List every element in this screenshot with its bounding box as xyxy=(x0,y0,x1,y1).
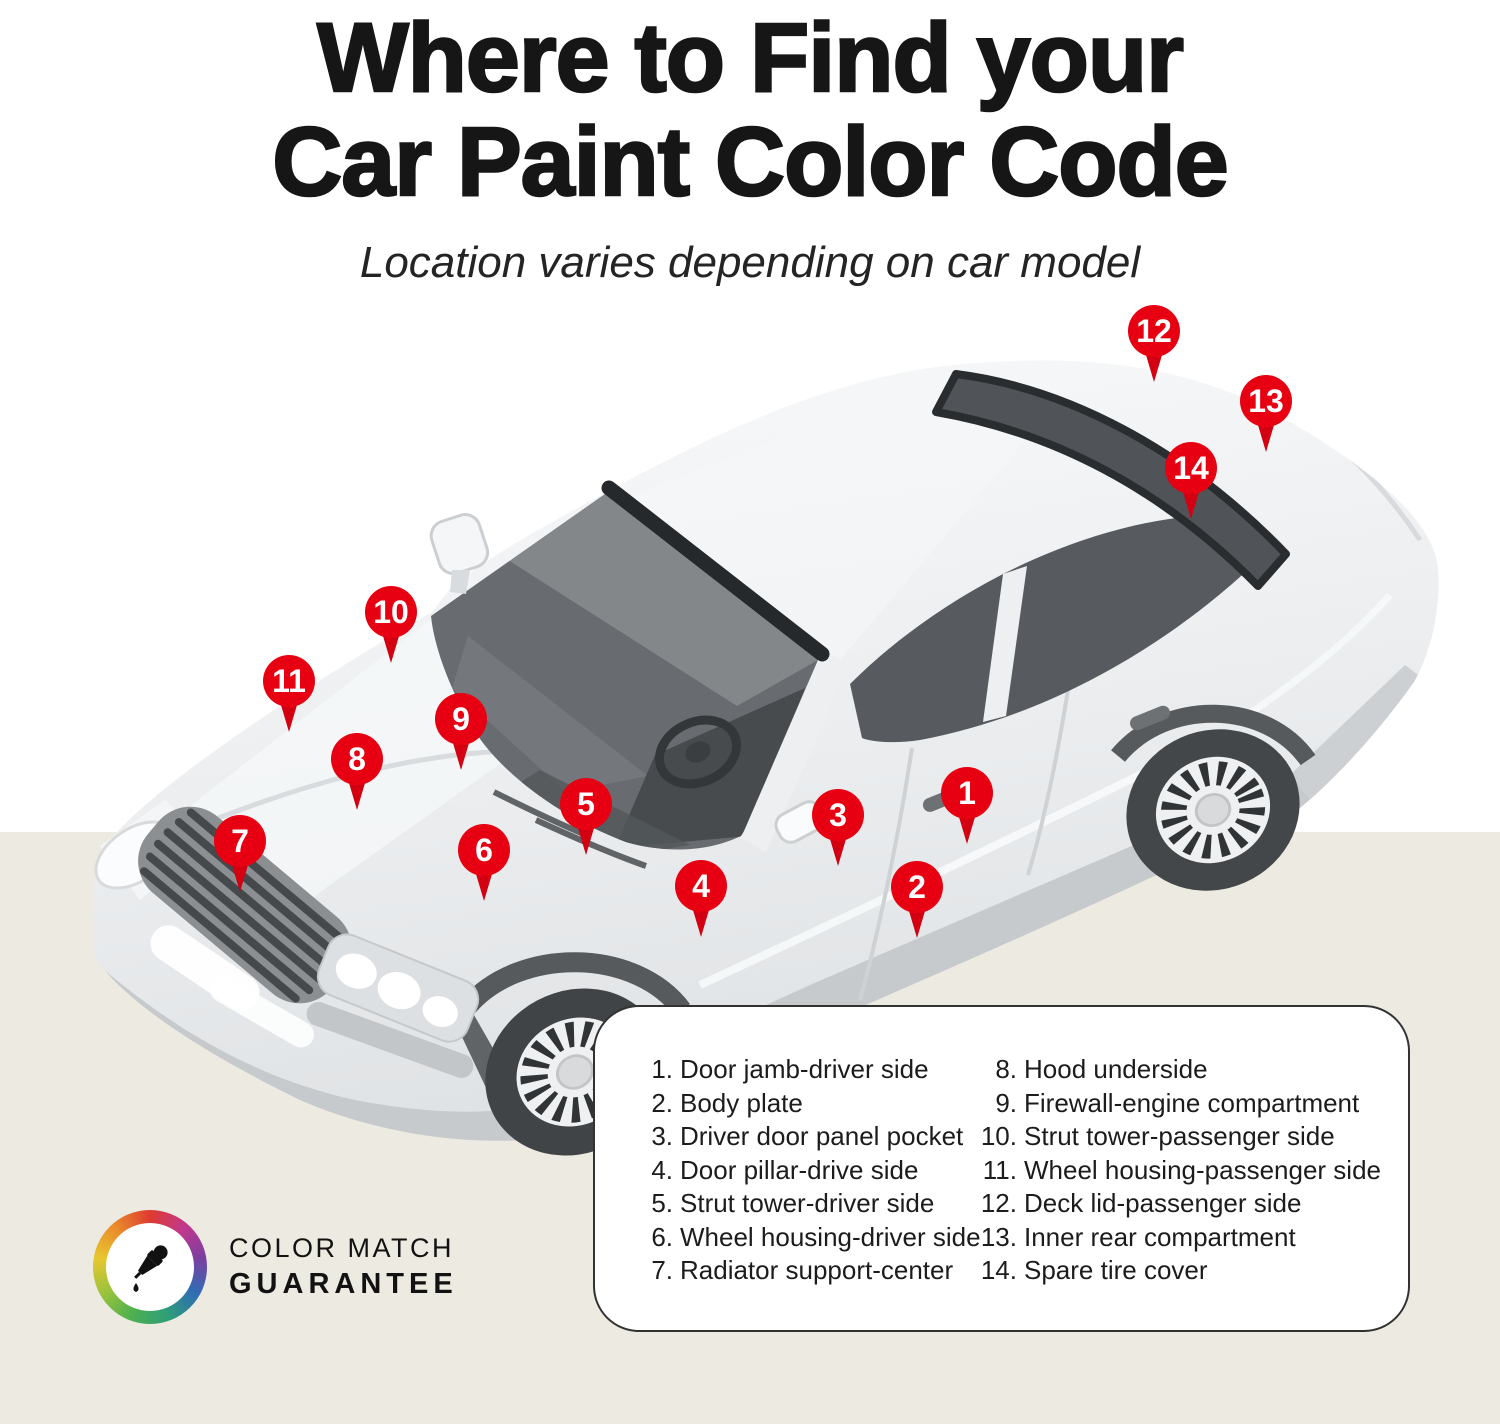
legend-item-label: Inner rear compartment xyxy=(1024,1221,1296,1252)
pin-number: 10 xyxy=(373,593,409,630)
legend-item-9 xyxy=(977,1087,1381,1121)
legend-item-4 xyxy=(647,1154,977,1188)
legend-item-label: Hood underside xyxy=(1024,1054,1208,1084)
location-pin-10 xyxy=(362,585,420,665)
legend-item-label: Spare tire cover xyxy=(1024,1255,1208,1285)
badge-line1: COLOR MATCH xyxy=(229,1233,455,1263)
pin-number: 1 xyxy=(958,774,976,811)
pin-number: 5 xyxy=(577,785,595,822)
pin-number: 2 xyxy=(908,868,926,905)
legend-item-label: Wheel housing-driver side xyxy=(680,1221,981,1252)
pin-number: 13 xyxy=(1248,382,1284,419)
location-pin-5 xyxy=(557,777,615,857)
legend-item-1 xyxy=(647,1053,977,1087)
legend-column xyxy=(647,1053,981,1330)
pin-number: 12 xyxy=(1136,312,1172,349)
location-pin-14 xyxy=(1162,441,1220,521)
location-pin-11 xyxy=(260,654,318,734)
pin-number: 8 xyxy=(348,740,366,777)
legend-item-3 xyxy=(647,1120,977,1154)
location-pin-1 xyxy=(938,766,996,846)
legend-item-number: 10. xyxy=(980,1121,1017,1151)
legend-item-number: 9. xyxy=(995,1087,1017,1118)
legend-item-number: 14. xyxy=(980,1255,1017,1285)
legend-item-number: 2. xyxy=(651,1087,673,1118)
location-pin-8 xyxy=(328,732,386,812)
location-pin-2 xyxy=(888,860,946,940)
page-subtitle: Location varies depending on car model xyxy=(359,238,1141,287)
color-wheel-ring xyxy=(93,1210,207,1324)
legend-item-label: Door pillar-drive side xyxy=(680,1154,919,1185)
pin-number: 11 xyxy=(272,662,306,699)
legend-item-11 xyxy=(977,1154,1381,1188)
pin-number: 14 xyxy=(1173,449,1209,486)
legend-item-10 xyxy=(977,1120,1381,1154)
legend-item-14 xyxy=(977,1254,1381,1288)
legend-item-13 xyxy=(977,1221,1381,1255)
color-wheel-center xyxy=(106,1223,194,1311)
page-title-line1: Where to Find your xyxy=(317,3,1183,112)
legend-item-label: Firewall-engine compartment xyxy=(1024,1087,1360,1118)
legend-item-number: 8. xyxy=(995,1054,1017,1084)
legend-item-label: Door jamb-driver side xyxy=(680,1054,929,1084)
location-pin-4 xyxy=(672,859,730,939)
legend-item-8 xyxy=(977,1053,1381,1087)
legend-item-label: Body plate xyxy=(680,1087,803,1118)
legend-item-number: 6. xyxy=(651,1221,673,1252)
pin-number: 7 xyxy=(231,822,249,859)
legend-item-label: Strut tower-passenger side xyxy=(1024,1121,1335,1151)
pin-number: 6 xyxy=(475,831,493,868)
eyedropper-icon xyxy=(122,1239,178,1295)
legend-item-number: 3. xyxy=(651,1121,673,1151)
legend-item-6 xyxy=(647,1221,981,1255)
legend-item-number: 4. xyxy=(651,1154,673,1185)
legend-item-7 xyxy=(647,1254,977,1288)
color-match-badge xyxy=(93,1210,458,1324)
legend-item-5 xyxy=(647,1187,977,1221)
legend-item-number: 1. xyxy=(651,1054,673,1084)
legend-item-label: Deck lid-passenger side xyxy=(1024,1188,1302,1218)
location-pin-6 xyxy=(455,823,513,903)
legend-item-12 xyxy=(977,1187,1381,1221)
legend-item-number: 11. xyxy=(982,1154,1017,1185)
location-pin-3 xyxy=(809,788,867,868)
legend-item-label: Driver door panel pocket xyxy=(680,1121,964,1151)
legend-column xyxy=(977,1053,1381,1330)
legend-box xyxy=(593,1005,1410,1332)
header xyxy=(0,3,1500,288)
badge-text xyxy=(229,1233,458,1301)
badge-line2: GUARANTEE xyxy=(229,1268,458,1300)
pin-number: 9 xyxy=(452,700,470,737)
pin-number: 3 xyxy=(829,796,847,833)
legend-item-2 xyxy=(647,1087,977,1121)
location-pin-13 xyxy=(1237,374,1295,454)
page-title xyxy=(0,3,1500,216)
legend-item-label: Radiator support-center xyxy=(680,1255,954,1285)
location-pin-7 xyxy=(211,814,269,894)
legend-item-number: 12. xyxy=(980,1188,1017,1218)
legend-item-label: Wheel housing-passenger side xyxy=(1024,1154,1381,1185)
location-pin-12 xyxy=(1125,304,1183,384)
legend-item-number: 13. xyxy=(980,1221,1017,1252)
location-pin-9 xyxy=(432,692,490,772)
legend-item-number: 7. xyxy=(651,1255,673,1285)
legend-item-label: Strut tower-driver side xyxy=(680,1188,935,1218)
page-title-line2: Car Paint Color Code xyxy=(272,107,1228,216)
legend-item-number: 5. xyxy=(651,1188,673,1218)
pin-number: 4 xyxy=(692,867,710,904)
